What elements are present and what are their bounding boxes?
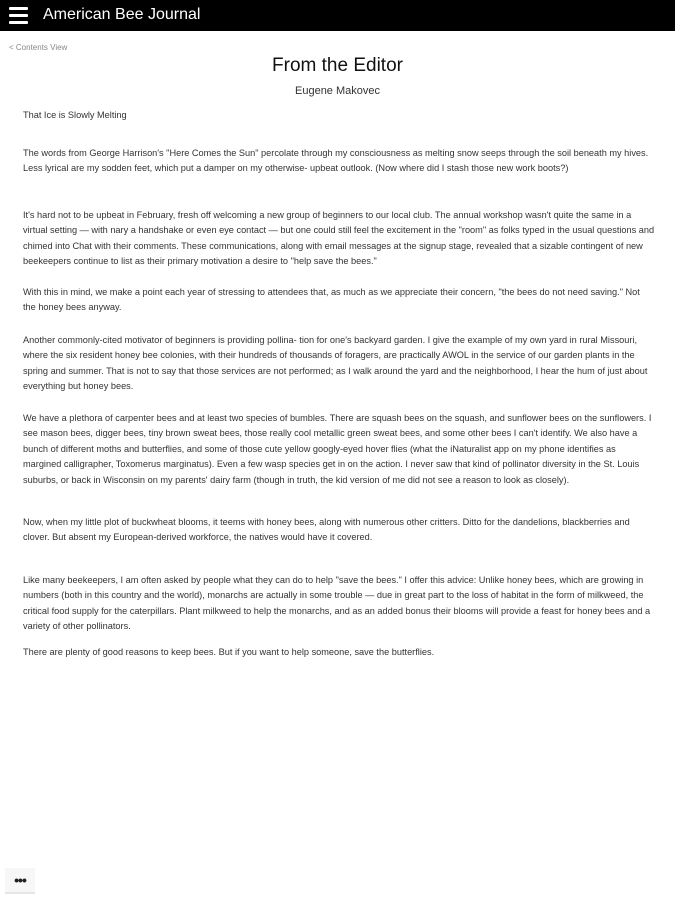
article-paragraph: We have a plethora of carpenter bees and at least two species of bumbles. There are squash bees on the squash, and sunflower bees on the sunflowers. I see mason bees, digger bees, tiny brown sweat bees, those really cool metallic green sweat bees, and some other bees I can't identify. We also have a bunch of different moths and butterflies, and some of those cute yellow googly-eyed hover flies (what the iNaturalist app on my phone identifies as margined calligrapher, Toxomerus marginatus). Even a few wasp species get in on the action. I never saw that kind of pollinator diversity in the St. Louis suburbs, or back in Wisconsin on my parents' dairy farm (though in truth, the kid version of me did not see a reason to look as closely). <box>23 413 652 485</box>
article-paragraph: Another commonly-cited motivator of beginners is providing pollina- tion for one's backyard garden. I give the example of my own yard in rural Missouri, where the six resident honey bee colonies, with their hundreds of thousands of foragers, are practically AWOL in the service of our garden plants in the spring and summer. That is not to say that those services are not performed; as I walk around the yard and the neighborhood, I hear the hum of just about everything but honey bees. <box>23 335 648 392</box>
article-paragraph: Now, when my little plot of buckwheat blooms, it teems with honey bees, along with numerous other critters. Ditto for the dandelions, blackberries and clover. But absent my European-derived workforce, the natives would have it covered. <box>23 517 630 543</box>
app-title: American Bee Journal <box>43 6 201 23</box>
more-options-button[interactable]: ••• <box>5 868 35 894</box>
contents-view-link[interactable]: < Contents View <box>9 43 68 52</box>
article-paragraph: With this in mind, we make a point each year of stressing to attendees that, as much as we appreciate their concern, "the bees do not need saving." Not the honey bees anyway. <box>23 287 640 313</box>
article-paragraph: There are plenty of good reasons to keep bees. But if you want to help someone, save the butterflies. <box>23 647 435 657</box>
app-header <box>0 0 675 31</box>
hamburger-menu-icon[interactable] <box>9 7 28 24</box>
article-paragraph: It's hard not to be upbeat in February, fresh off welcoming a new group of beginners to our local club. The annual workshop wasn't quite the same in a virtual setting — with nary a handshake or even eye contact — but one could still feel the excitement in the "room" as folks typed in the usual questions and chimed into Chat with their comments. These communications, along with email messages at the signup stage, revealed that a sizable contingent of new beekeepers continue to list as their primary motivation a desire to "help save the bees." <box>23 210 655 267</box>
article-paragraph: Like many beekeepers, I am often asked by people what they can do to help "save the bees." I offer this advice: Unlike honey bees, which are growing in numbers (both in this country and the world), monarchs are actually in some trouble — due in great part to the loss of habitat in the form of milkweed, the critical food supply for the caterpillars. Plant milkweed to help the monarchs, and as an added bonus their blooms will provide a feast for honey bees and a variety of other pollinators. <box>23 575 651 632</box>
article-title: From the Editor <box>272 55 403 76</box>
article-author: Eugene Makovec <box>295 85 380 97</box>
article-paragraph: The words from George Harrison's "Here Comes the Sun" percolate through my consciousness as melting snow seeps through the soil beneath my hives. Less lyrical are my sodden feet, which put a damper on my otherwise- upbeat outlook. (Now where did I stash those new work boots?) <box>23 148 649 174</box>
article-subtitle: That Ice is Slowly Melting <box>23 110 127 120</box>
